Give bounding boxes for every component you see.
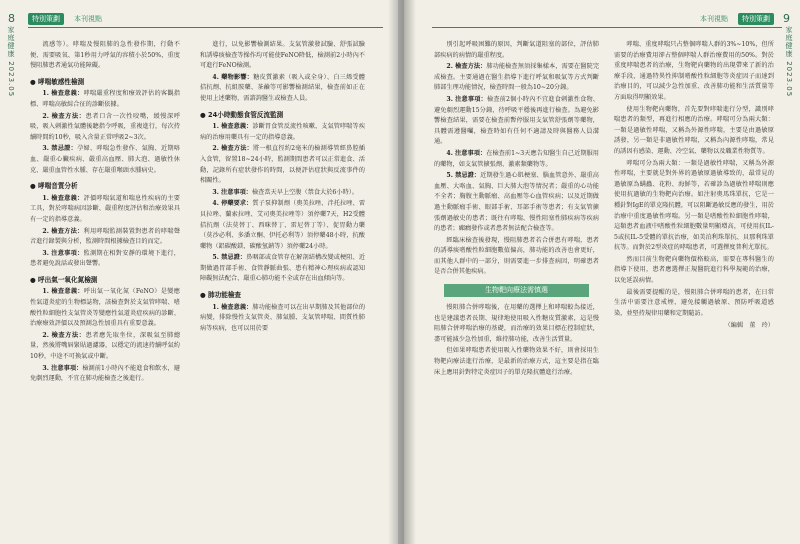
paragraph: [200, 122, 365, 143]
item-text: 鼻咽部或食管存在解剖結構改變或梗阻、近期做過胃部手術、食管靜脈曲張、患有精神心理疾病或認知障礙無法配合、嚴重心肺功能不全或存在出血傾向等。: [200, 254, 365, 283]
paragraph: 哮喘可分為兩大類：一類是過敏性哮喘，又稱為外源性哮喘，主要就是對外界的過敏原過敏導致的，最常見的過敏原為螨蟲、花粉、海鮮等，若確診為過敏性哮喘則應使用抗過敏的生物靶向治療。如注射奧馬珠單抗，它是一種針對IgE的單克隆抗體，可以阻斷過敏反應的發生，用於治療中重度過敏性哮喘。另一類是嗜酸性粒細胞性哮喘，這類患者血液中嗜酸性粒細胞數量明顯增高，可使用抗IL-5或抗IL-5受體的單抗治療，如美泊利珠單抗、貝那利珠單抗等。而對於2型炎症的哮喘患者，可選擇度普利尤單抗。: [614, 159, 774, 252]
paragraph: [200, 188, 365, 199]
item-title: 2. 檢查方法：: [42, 112, 86, 120]
item-text: 在檢查前1~3天應告知醫生自己近期服用的藥物，如支氣管擴張劑、激素類藥物等。: [434, 149, 599, 168]
item-title: 1. 檢查意義：: [212, 303, 253, 311]
editor-credit: （編輯 董 玲）: [724, 322, 774, 330]
section-heading: ● 哮喘音質分析: [30, 182, 78, 191]
section-heading: ● 肺功能檢查: [200, 291, 242, 300]
item-text: 近期發生過心肌梗塞、腦血管意外、嚴重高血壓、大咯血、氣胸、巨大肺大泡等情況者；嚴重的心功能不全者；胸腹主動脈瘤、高血壓等心血管疾病；以及近期做過主動脈瘤手術、眼部手術、耳部手術等患者；有支氣管擴張劑過敏史的患者；既往有哮喘、慢性阻塞性肺疾病等疾病的患者；癲癇發作或者患者無法配合檢查等。: [434, 172, 599, 233]
item-text: 糖皮質激素（吸入或全身）、白三烯受體拮抗劑、抗組胺藥、茶鹼等可影響檢測結果，檢查前如正在使用上述藥物，需諮詢醫生或檢查人員。: [200, 73, 365, 102]
paragraph: [30, 194, 180, 226]
item-text: 利用哮喘監測裝置對患者的哮喘聲音進行錄製與分析，監測時間根據檢查目的而定。: [30, 227, 180, 246]
item-title: 2. 檢查方法：: [42, 227, 84, 235]
header-rule: [28, 27, 383, 28]
section-heading: ● 24小時動態食管反流監測: [200, 110, 284, 119]
item-title: 4. 停藥要求：: [212, 200, 253, 208]
page-number: 8: [8, 12, 15, 25]
paragraph: 慢阻肺合併哮喘後，在用藥的選擇上和哮喘較為接近，也是建議患者長期、規律地使用吸入性糖皮質激素，這是慢阻肺合併哮喘治療的基礎，而治療的效果目標在控制症狀，盡可能減少急性加重，維持肺功能，改善生活質量。: [434, 304, 599, 343]
item-title: 5. 禁忌證：: [212, 254, 247, 262]
item-text: 肺功能檢查可以在出早期肺及其他部位的病變，排除慢性支氣管炎、肺氣腫、支氣管哮喘、間質性肺病等疾病，也可以用於要: [200, 303, 366, 332]
item-text: 孕婦、哮喘急性發作、氣胸、近期咯血、嚴重心臟疾病、嚴重高血壓、肺大泡、過敏性休克、嚴重血管性水腫、存在嚴重喉頭水腫病史。: [30, 145, 181, 174]
left-page: [0, 0, 398, 544]
item-text: 肺功能檢查無須採集樣本，需要在醫院完成檢查。主要通過在醫生指導下進行呼氣和吸氣等方式判斷肺部生理功能情況，檢查時間一般為10~20分鐘。: [434, 63, 600, 92]
paragraph: 哮喘、重度哮喘只占整個哮喘人群的3%~10%，但所需要的治療費用卻占整個哮喘人群治療費用的50%。對於重度哮喘患者的治療，生物靶向藥物的出現帶來了新的治療手段，通過特異性抑制嗜酸性粒細胞等炎症因子而達到治療目的，可以減少急性加重、改善肺功能和生活質量等方面取得明顯效果。: [614, 41, 774, 101]
paragraph: 流感等）。哮喘及慢阻肺的急性發作期，行動不便、需要吸氧、第1秒用力呼氣的容積小於50%，重度慢阻肺患者通氣功能障礙。: [30, 41, 180, 70]
section-tag: 本刊視點: [74, 15, 102, 23]
item-title: 3. 注意事項：: [42, 364, 83, 372]
item-text: 診斷胃食管反流性咳嗽、支氣管哮喘等疾病的治療用藥具有一定的指導意義。: [200, 123, 366, 141]
text-column-2: [200, 40, 365, 335]
item-text: 呼出氣一氧化氮（FeNO）是變應性氣道炎症的生物標誌物，該檢查對於支氣管哮喘、嗜酸性粒細胞性支氣管炎等變應性氣道炎症疾病的診斷、治療療效評價以及預測急性加重具有重要意義。: [30, 288, 180, 328]
item-title: 4. 藥物影響：: [212, 73, 254, 81]
right-page: [404, 0, 800, 544]
paragraph: [200, 253, 365, 285]
paragraph: 最後需要提醒的是，慢阻肺合併哮喘的患者，在日常生活中需要注意戒煙、避免接觸過敏原、預防呼吸道感染，並堅持規律用藥和定期隨訪。: [614, 288, 774, 317]
paragraph: 使用生物靶向藥物，首先要對哮喘進行分型，識別哮喘患者的類型，再進行相應的治療。哮喘可分為兩大類：一類是過敏性哮喘，又稱為外源性哮喘，主要是由過敏原誘發，另一類是非過敏性哮喘，又稱為內源性哮喘，常見的誘因有感染、運動、冷空氣、藥物以及職業性物質等。: [614, 105, 774, 155]
item-text: 質子泵抑制劑（奧美拉唑、泮托拉唑、雷貝拉唑、蘭索拉唑、艾司奧美拉唑等）須停藥7天，H2受體拮抗劑（法莫替丁、西咪替丁、雷尼替丁等）、促胃動力藥（莫沙必利、多潘立酮、伊托必利等）須停藥48小時，抗酸藥物（鋁碳酸鎂、碳酸氫鈉等）須停藥24小時。: [200, 200, 366, 250]
paragraph: [434, 171, 599, 235]
section-heading: ● 呼出氣一氧化氮檢測: [30, 275, 98, 284]
text-column-4: [614, 40, 774, 332]
paragraph: [30, 227, 180, 248]
item-title: 1. 檢查意義：: [42, 194, 84, 202]
text-column-1: [30, 40, 180, 386]
paragraph: 進行，以免影響檢測結果。支氣管激發試驗、舒張試驗和誘導痰檢查等操作均可能使FeNO降低，檢測前2小時內不可進行FeNO檢測。: [200, 41, 365, 70]
item-title: 3. 禁忌證：: [42, 145, 78, 153]
item-title: 1. 檢查意義：: [42, 288, 84, 296]
item-text: 監測期在相對安靜的環境下進行，患者避免說話或發出聲響。: [30, 249, 180, 268]
item-title: 3. 注意事項：: [212, 188, 252, 196]
paragraph: [434, 62, 599, 94]
item-title: 2. 檢查方法：: [42, 331, 86, 339]
paragraph: [200, 144, 365, 186]
feature-tag: 特別策劃: [28, 13, 64, 25]
text-column-3: [434, 40, 599, 379]
paragraph: [30, 287, 180, 329]
paragraph: 然而目前生物靶向藥物價格較高，需要在專科醫生的指導下使用，患者應選擇正規醫院進行科學規範的治療，以免延誤病情。: [614, 255, 774, 285]
feature-tag: 特別策劃: [738, 13, 774, 25]
side-label: 家庭健康 2023.05: [785, 26, 793, 98]
section-banner: 生物靶向療法需慎選: [444, 284, 589, 297]
paragraph: [30, 249, 180, 270]
item-title: 3. 注意事項：: [42, 249, 84, 257]
spine-shadow: [388, 0, 416, 544]
section-tag: 本刊視點: [700, 15, 728, 23]
paragraph: [200, 303, 365, 335]
paragraph: [30, 112, 180, 144]
paragraph: 但如果哮喘患者使用吸入性藥物效果不好，則會採用生物靶向療法進行治療，是最新的治療方式，這主要是指在臨床上應用針對特定炎症因子的單克隆抗體進行治療。: [434, 347, 599, 376]
side-label: 家庭健康 2023.05: [7, 26, 15, 98]
paragraph: [30, 331, 180, 363]
item-title: 2. 檢查方法：: [212, 145, 253, 153]
item-text: 將一根直徑約2毫米的檢測導管經鼻腔插入食管，留置18~24小時，監測期間患者可以正常進食、活動，記錄所有症狀發作的時間，以便評估症狀與反流事件的相關性。: [200, 145, 365, 185]
paragraph: [434, 95, 599, 148]
item-text: 評價哮喘氣道和喘息性疾病的主要工具，對於哮喘病因診斷、嚴重程度評估和治療效果具有一定的指導意義。: [30, 194, 180, 223]
paragraph: [30, 89, 180, 110]
item-title: 1. 檢查意義：: [42, 90, 84, 98]
page-number: 9: [783, 12, 790, 25]
item-text: 哮喘嚴重程度和療效評估的客觀指標、哮喘高敏綜合征的診斷依據。: [30, 90, 180, 108]
paragraph: 別引起呼吸困難的原因，判斷氣道阻塞的部位，評估肺部疾病的病情的嚴重程度。: [434, 41, 599, 59]
paragraph: [30, 364, 180, 385]
item-text: 患者應先取坐位，深吸氣至肺總量，然後將嘴唇緊貼過濾器，以穩定的流速持續呼氣約10秒，中途不可換氣或中斷。: [30, 331, 181, 361]
item-title: 1. 檢查意義：: [212, 123, 253, 131]
item-text: 檢查當天早上空腹（禁食大於6小時）。: [251, 188, 358, 196]
item-text: 檢查前2個小時內不宜進食刺激性食物、避免劇烈運動15分鐘，待呼吸平穩後再進行檢查。為避免影響檢查結果，需要在檢查前暫停服用支氣管舒張劑等藥物，具體需遵醫囑，檢查時如有任何不適請及時與醫務人員溝通。: [434, 95, 599, 146]
item-text: 患者口含一次性咬嘴，緩慢深呼吸，吸入刺激性氣體後聽指令呼吸，重複進行，每次持續時間約10秒，吸入含量正常呼吸2~3次。: [30, 112, 181, 141]
paragraph: [434, 149, 599, 170]
item-title: 3. 注意事項：: [446, 95, 487, 103]
paragraph: [200, 73, 365, 105]
item-text: 檢測前1小時內不能進食和飲水，避免劇烈運動，不宜在肺功能檢查之後進行。: [30, 364, 180, 383]
paragraph: [30, 144, 180, 176]
item-title: 2. 檢查方法：: [446, 63, 487, 71]
paragraph: 經臨床檢查後發現，慢阻肺患者若合併患有哮喘，患者的誘導痰嗜酸性粒細胞數值偏高，肺功能的改善也會更好，而其他人群中的一部分，則需要進一步排查病因，明確患者是否合併其他疾病。: [434, 236, 599, 276]
item-title: 4. 注意事項：: [446, 149, 487, 157]
section-heading: ● 哮喘敏感性檢測: [30, 77, 85, 86]
header-rule: [432, 27, 782, 28]
paragraph: [200, 199, 365, 252]
item-title: 5. 禁忌證：: [446, 172, 481, 180]
